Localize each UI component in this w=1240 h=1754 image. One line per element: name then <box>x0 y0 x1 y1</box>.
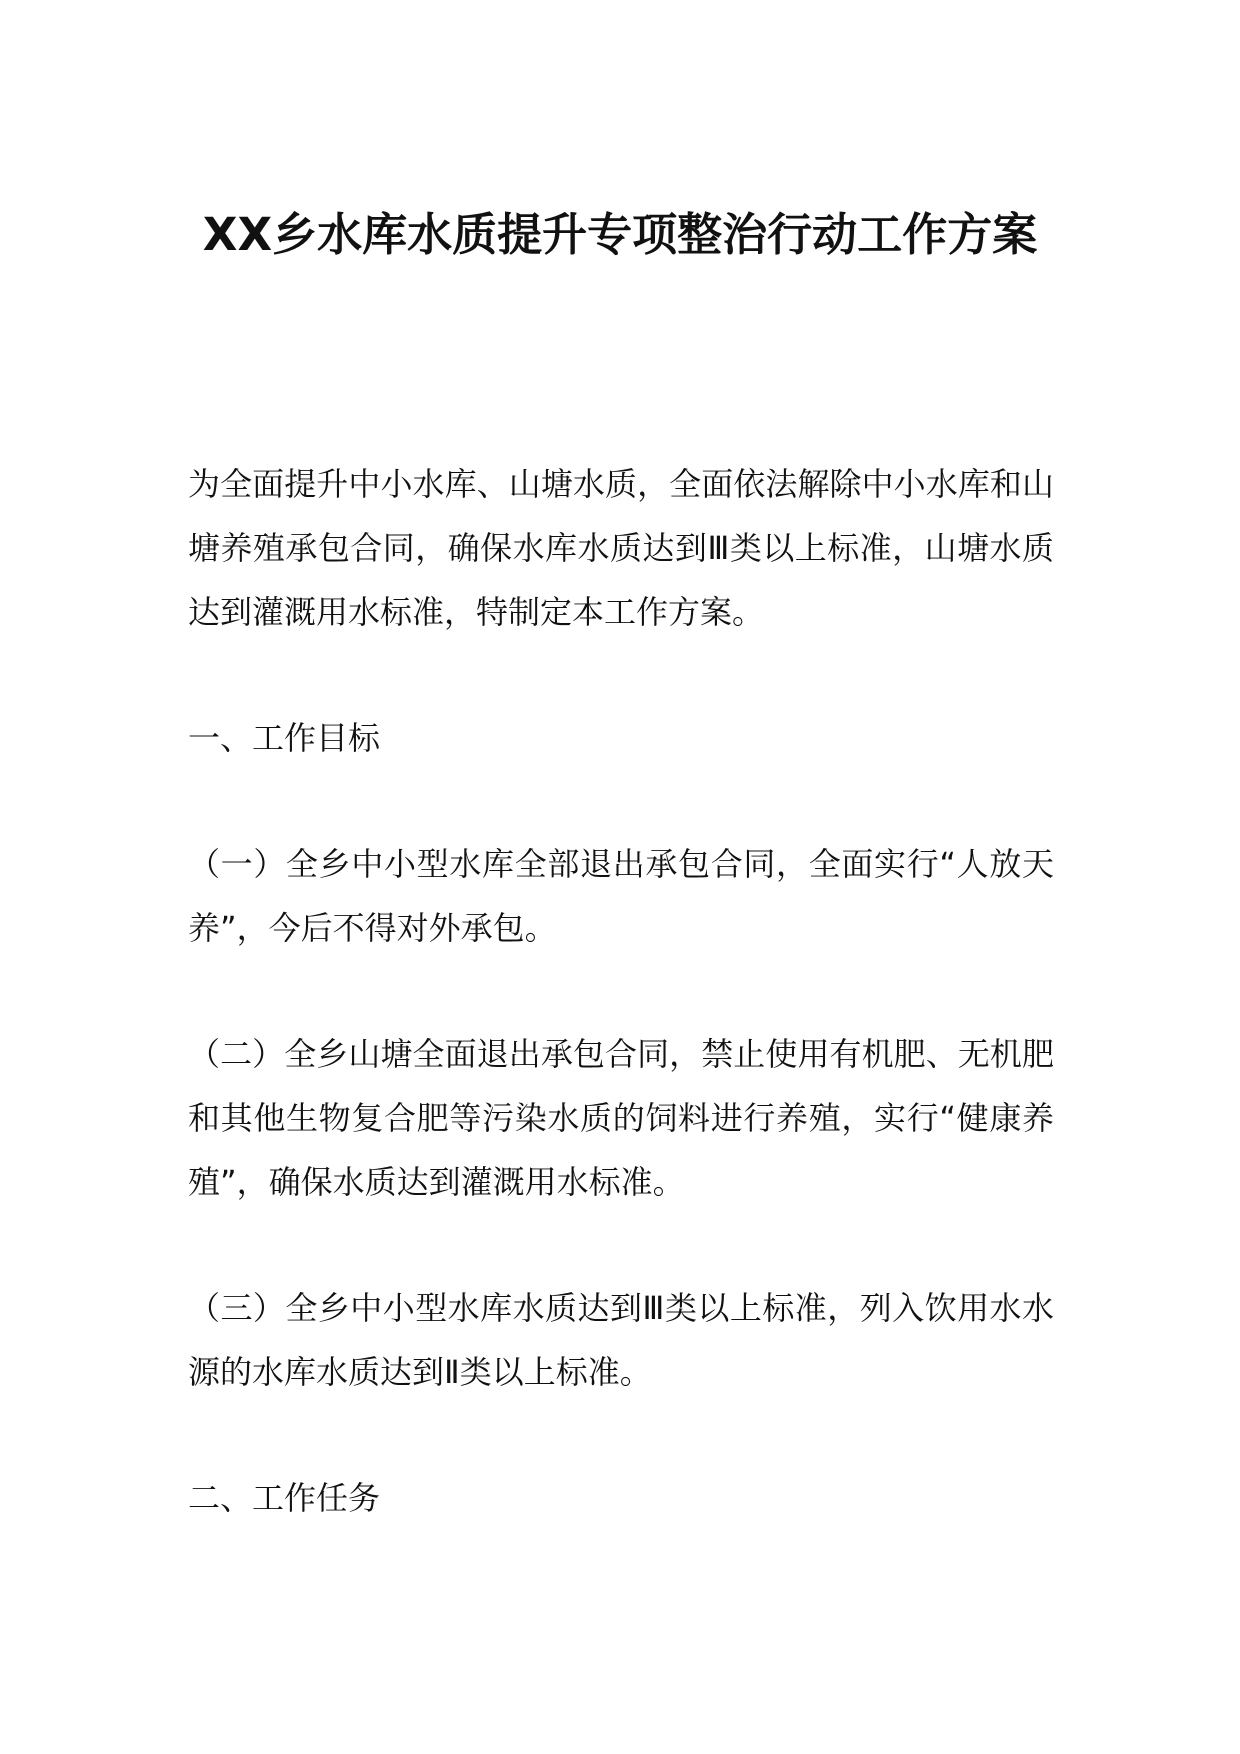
goal-item-2: （二）全乡山塘全面退出承包合同，禁止使用有机肥、无机肥和其他生物复合肥等污染水质的饲料进行养殖，实行“健康养殖”，确保水质达到灌溉用水标准。 <box>188 1035 1054 1201</box>
intro-paragraph: 为全面提升中小水库、山塘水质，全面依法解除中小水库和山塘养殖承包合同，确保水库水质达到Ⅲ类以上标准，山塘水质达到灌溉用水标准，特制定本工作方案。 <box>188 465 1054 631</box>
section-heading-tasks: 二、工作任务 <box>188 1479 381 1517</box>
document-body <box>188 452 1054 1592</box>
document-title: XX乡水库水质提升专项整治行动工作方案 <box>202 208 1038 261</box>
section-heading-goals: 一、工作目标 <box>188 719 381 757</box>
goal-item-3: （三）全乡中小型水库水质达到Ⅲ类以上标准，列入饮用水水源的水库水质达到Ⅱ类以上标准。 <box>188 1289 1054 1391</box>
goal-item-1: （一）全乡中小型水库全部退出承包合同，全面实行“人放天养”，今后不得对外承包。 <box>188 845 1054 947</box>
